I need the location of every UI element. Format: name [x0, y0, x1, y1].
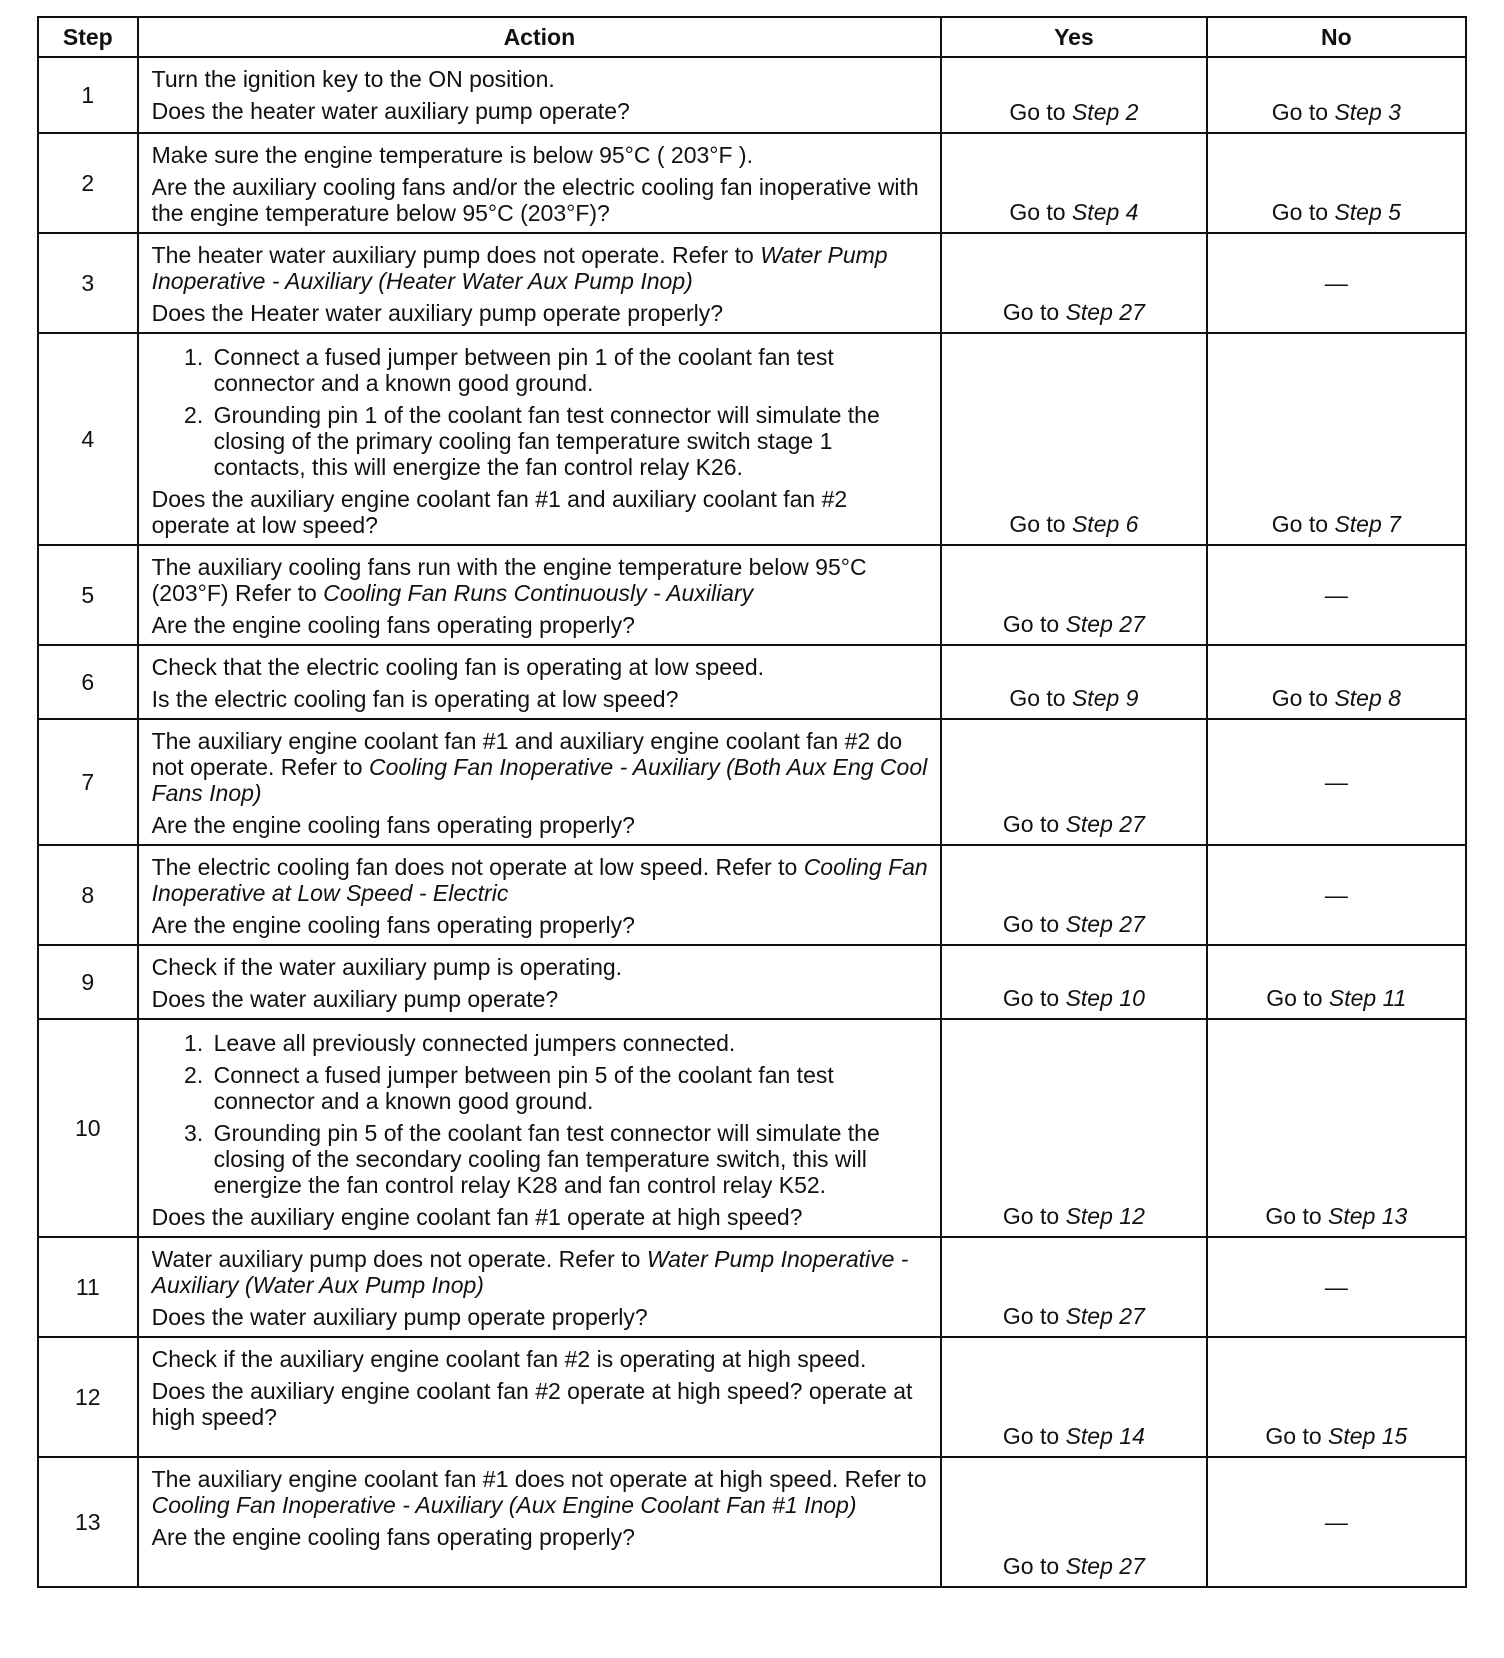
no-cell [1207, 719, 1466, 845]
no-cell [1207, 645, 1466, 719]
yes-cell [941, 333, 1207, 545]
action-text: Water auxiliary pump does not operate. Refer to [151, 1246, 647, 1272]
step-number: 5 [38, 545, 138, 645]
action-text: Does the auxiliary engine coolant fan #2 operate at high speed? operate at high speed? [151, 1378, 913, 1430]
action-paragraph [152, 486, 930, 538]
goto-step-link[interactable]: Step 5 [1334, 199, 1401, 225]
goto-step-link[interactable]: Step 7 [1334, 511, 1401, 537]
reference-link-text: Water Pump Inoperative - Auxiliary (Heater Water Aux Pump Inop) [151, 242, 888, 294]
goto-prefix: Go to [1009, 685, 1066, 711]
table-row [38, 1457, 1466, 1587]
action-text: Does the water auxiliary pump operate? [151, 986, 559, 1012]
yes-cell [941, 133, 1207, 233]
goto-step-link[interactable]: Step 12 [1065, 1203, 1145, 1229]
goto-step-link[interactable]: Step 13 [1328, 1203, 1408, 1229]
goto-prefix: Go to [1002, 299, 1060, 325]
action-text: Are the engine cooling fans operating properly? [151, 612, 635, 638]
step-number: 11 [38, 1237, 138, 1337]
action-cell [138, 133, 941, 233]
action-text: Are the engine cooling fans operating properly? [151, 812, 635, 838]
action-paragraph [152, 954, 930, 980]
action-cell [138, 333, 941, 545]
yes-cell [941, 645, 1207, 719]
action-text: The auxiliary engine coolant fan #1 and auxiliary engine coolant fan #2 do not operate. Refer to [151, 728, 903, 780]
step-number: 13 [38, 1457, 138, 1587]
goto-prefix: Go to [1002, 1203, 1060, 1229]
action-list-item: 3. Grounding pin 5 of the coolant fan test connector will simulate the closing of the secondary cooling fan temperature switch, this will energize the fan control relay K28 and fan control relay K52. [210, 1120, 930, 1198]
not-applicable-dash: — [1324, 270, 1348, 296]
reference-link-text: Cooling Fan Runs Continuously - Auxiliary [323, 580, 754, 606]
table-row [38, 645, 1466, 719]
action-paragraph [152, 1346, 930, 1372]
action-paragraph [152, 1304, 930, 1330]
goto-step-link[interactable]: Step 27 [1065, 299, 1145, 325]
step-number: 8 [38, 845, 138, 945]
action-paragraph [152, 1246, 930, 1298]
reference-link-text: Cooling Fan Inoperative - Auxiliary (Aux Engine Coolant Fan #1 Inop) [151, 1492, 857, 1518]
goto-prefix: Go to [1009, 199, 1066, 225]
table-row [38, 719, 1466, 845]
action-paragraph [152, 300, 930, 326]
action-text: Make sure the engine temperature is below 95°C ( 203°F ). [151, 142, 753, 168]
goto-prefix: Go to [1009, 511, 1066, 537]
action-list-item: 1. Connect a fused jumper between pin 1 of the coolant fan test connector and a known good ground. [210, 344, 930, 396]
yes-cell [941, 57, 1207, 133]
no-cell [1207, 233, 1466, 333]
action-text: Check if the auxiliary engine coolant fan #2 is operating at high speed. [151, 1346, 867, 1372]
action-text: Check if the water auxiliary pump is operating. [151, 954, 623, 980]
goto-prefix: Go to [1002, 1303, 1060, 1329]
not-applicable-dash: — [1324, 1274, 1348, 1300]
goto-step-link[interactable]: Step 14 [1065, 1423, 1145, 1449]
header-row [38, 17, 1466, 57]
goto-prefix: Go to [1265, 1423, 1322, 1449]
no-cell [1207, 1019, 1466, 1237]
action-paragraph [152, 654, 930, 680]
goto-prefix: Go to [1002, 1423, 1060, 1449]
action-cell [138, 1337, 941, 1457]
action-paragraph [152, 66, 930, 92]
goto-prefix: Go to [1009, 99, 1066, 125]
goto-step-link[interactable]: Step 2 [1071, 99, 1139, 125]
action-cell [138, 645, 941, 719]
not-applicable-dash: — [1324, 882, 1348, 908]
action-paragraph [152, 142, 930, 168]
not-applicable-dash: — [1324, 582, 1348, 608]
table-row [38, 845, 1466, 945]
action-cell [138, 945, 941, 1019]
action-text: The electric cooling fan does not operate at low speed. Refer to [151, 854, 804, 880]
table-row [38, 57, 1466, 133]
goto-step-link[interactable]: Step 4 [1071, 199, 1139, 225]
table-row [38, 1019, 1466, 1237]
action-cell [138, 545, 941, 645]
action-cell [138, 845, 941, 945]
goto-step-link[interactable]: Step 3 [1334, 99, 1401, 125]
action-paragraph [152, 612, 930, 638]
step-number: 2 [38, 133, 138, 233]
goto-prefix: Go to [1271, 99, 1329, 125]
action-text: Check that the electric cooling fan is operating at low speed. [151, 654, 765, 680]
yes-cell [941, 1237, 1207, 1337]
goto-step-link[interactable]: Step 6 [1071, 511, 1139, 537]
no-cell [1207, 57, 1466, 133]
not-applicable-dash: — [1324, 1509, 1348, 1535]
action-paragraph [152, 728, 930, 806]
yes-cell [941, 1457, 1207, 1587]
action-text: Are the engine cooling fans operating properly? [151, 1524, 635, 1550]
action-cell [138, 719, 941, 845]
table-row [38, 233, 1466, 333]
action-list-item: 1. Leave all previously connected jumpers connected. [210, 1030, 930, 1056]
action-paragraph [152, 812, 930, 838]
header-yes: Yes [941, 17, 1207, 57]
goto-step-link[interactable]: Step 27 [1065, 611, 1145, 637]
header-action: Action [138, 17, 941, 57]
goto-prefix: Go to [1002, 1553, 1060, 1579]
goto-step-link[interactable]: Step 27 [1065, 1303, 1145, 1329]
action-text: Does the heater water auxiliary pump operate? [151, 98, 630, 124]
action-paragraph [152, 1378, 930, 1430]
action-paragraph [152, 1524, 930, 1550]
no-cell [1207, 845, 1466, 945]
action-paragraph [152, 686, 930, 712]
action-cell [138, 233, 941, 333]
action-list-item: 2. Connect a fused jumper between pin 5 of the coolant fan test connector and a known good ground. [210, 1062, 930, 1114]
goto-prefix: Go to [1271, 199, 1329, 225]
diagnostic-table [37, 16, 1467, 1588]
step-number: 7 [38, 719, 138, 845]
action-paragraph [152, 1204, 930, 1230]
step-number: 6 [38, 645, 138, 719]
goto-prefix: Go to [1002, 985, 1060, 1011]
action-cell [138, 57, 941, 133]
yes-cell [941, 1337, 1207, 1457]
goto-prefix: Go to [1271, 685, 1329, 711]
yes-cell [941, 233, 1207, 333]
goto-prefix: Go to [1271, 511, 1329, 537]
goto-step-link[interactable]: Step 27 [1065, 911, 1145, 937]
table-row [38, 333, 1466, 545]
action-text: The auxiliary cooling fans run with the engine temperature below 95°C (203°F) Refer to [151, 554, 867, 606]
action-paragraph [152, 854, 930, 906]
action-paragraph [152, 98, 930, 124]
action-text: The heater water auxiliary pump does not operate. Refer to [151, 242, 761, 268]
action-text: Does the auxiliary engine coolant fan #1 operate at high speed? [151, 1204, 803, 1230]
reference-link-text: Cooling Fan Inoperative - Auxiliary (Both Aux Eng Cool Fans Inop) [151, 754, 928, 806]
goto-prefix: Go to [1265, 1203, 1322, 1229]
action-text: Are the auxiliary cooling fans and/or the electric cooling fan inoperative with the engine temperature below 95°C (203°F)? [151, 174, 919, 226]
step-number: 10 [38, 1019, 138, 1237]
yes-cell [941, 545, 1207, 645]
action-paragraph [152, 1466, 930, 1518]
action-text: Does the Heater water auxiliary pump operate properly? [151, 300, 724, 326]
no-cell [1207, 945, 1466, 1019]
no-cell [1207, 333, 1466, 545]
action-steps-list [152, 1030, 930, 1198]
step-number: 3 [38, 233, 138, 333]
not-applicable-dash: — [1324, 769, 1348, 795]
header-step: Step [38, 17, 138, 57]
reference-link-text: Cooling Fan Inoperative at Low Speed - Electric [151, 854, 928, 906]
step-number: 4 [38, 333, 138, 545]
step-number: 12 [38, 1337, 138, 1457]
action-paragraph [152, 554, 930, 606]
goto-step-link[interactable]: Step 11 [1328, 985, 1407, 1011]
goto-prefix: Go to [1266, 985, 1323, 1011]
goto-step-link[interactable]: Step 27 [1065, 1553, 1145, 1579]
table-row [38, 133, 1466, 233]
no-cell [1207, 133, 1466, 233]
action-steps-list [152, 344, 930, 480]
goto-step-link[interactable]: Step 27 [1065, 811, 1145, 837]
table-row [38, 1237, 1466, 1337]
goto-step-link[interactable]: Step 10 [1065, 985, 1145, 1011]
goto-step-link[interactable]: Step 9 [1071, 685, 1139, 711]
action-text: Does the auxiliary engine coolant fan #1 and auxiliary coolant fan #2 operate at low speed? [151, 486, 848, 538]
action-paragraph [152, 174, 930, 226]
action-paragraph [152, 242, 930, 294]
action-text: Are the engine cooling fans operating properly? [151, 912, 635, 938]
no-cell [1207, 1337, 1466, 1457]
action-cell [138, 1237, 941, 1337]
table-row [38, 545, 1466, 645]
table-body [38, 57, 1466, 1587]
goto-step-link[interactable]: Step 8 [1334, 685, 1401, 711]
yes-cell [941, 1019, 1207, 1237]
table-row [38, 945, 1466, 1019]
action-cell [138, 1019, 941, 1237]
action-list-item: 2. Grounding pin 1 of the coolant fan test connector will simulate the closing of the primary cooling fan temperature switch stage 1 contacts, this will energize the fan control relay K26. [210, 402, 930, 480]
action-paragraph [152, 912, 930, 938]
table-row [38, 1337, 1466, 1457]
action-text: Does the water auxiliary pump operate properly? [151, 1304, 648, 1330]
action-cell [138, 1457, 941, 1587]
reference-link-text: Water Pump Inoperative - Auxiliary (Water Aux Pump Inop) [151, 1246, 909, 1298]
header-no: No [1207, 17, 1466, 57]
action-text: The auxiliary engine coolant fan #1 does not operate at high speed. Refer to [151, 1466, 927, 1492]
step-number: 9 [38, 945, 138, 1019]
action-text: Turn the ignition key to the ON position. [151, 66, 555, 92]
yes-cell [941, 945, 1207, 1019]
action-text: Is the electric cooling fan is operating at low speed? [151, 686, 679, 712]
goto-prefix: Go to [1002, 611, 1060, 637]
goto-prefix: Go to [1002, 911, 1060, 937]
no-cell [1207, 1457, 1466, 1587]
goto-prefix: Go to [1002, 811, 1060, 837]
yes-cell [941, 719, 1207, 845]
no-cell [1207, 1237, 1466, 1337]
yes-cell [941, 845, 1207, 945]
no-cell [1207, 545, 1466, 645]
step-number: 1 [38, 57, 138, 133]
action-paragraph [152, 986, 930, 1012]
goto-step-link[interactable]: Step 15 [1328, 1423, 1408, 1449]
